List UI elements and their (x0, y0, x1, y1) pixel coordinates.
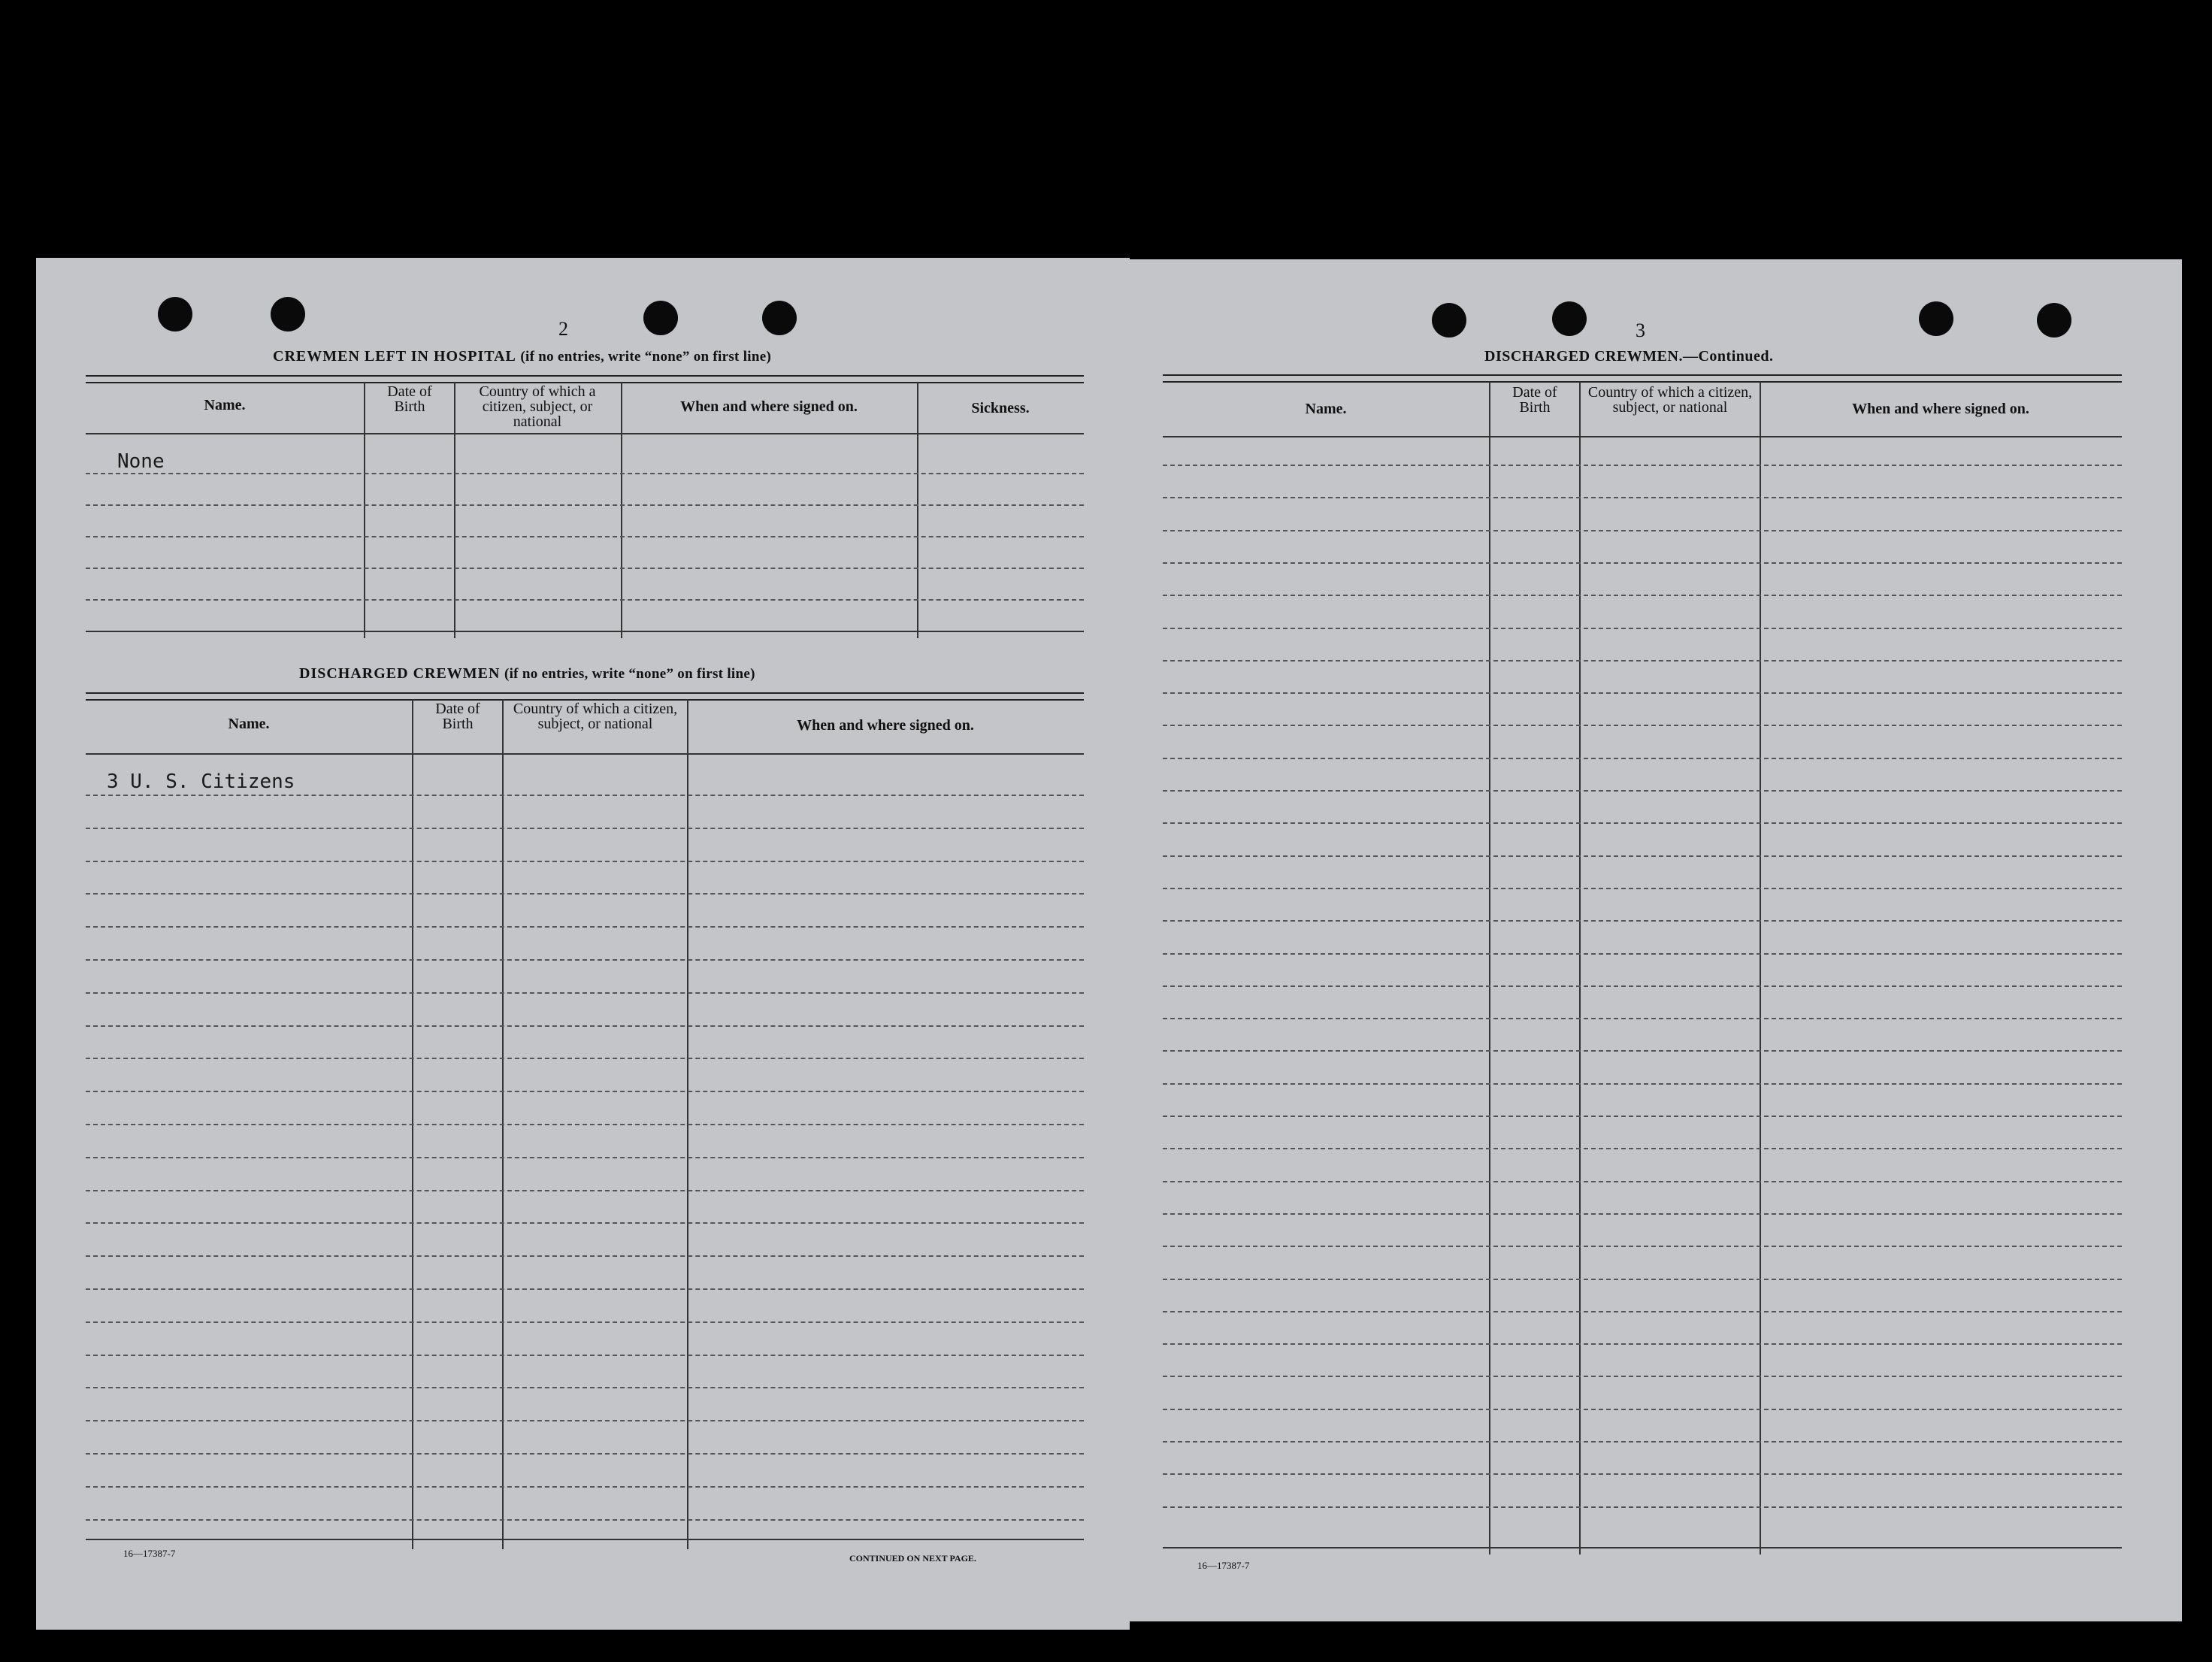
entry-line (86, 861, 1084, 862)
entry-line (86, 1058, 1084, 1059)
entry-line (1163, 1083, 2122, 1085)
column-header-date-of-birth: Date of Birth (387, 383, 432, 415)
entry-line (1163, 562, 2122, 564)
entry-line (86, 1387, 1084, 1388)
form-code: 16—17387-7 (123, 1548, 176, 1559)
discharged-table-continued (1163, 374, 2122, 1555)
punch-hole (643, 301, 678, 335)
entry-line (86, 1255, 1084, 1257)
column-header-signed-on: When and where signed on. (797, 717, 974, 734)
entry-line (86, 1124, 1084, 1125)
entry-line (1163, 1246, 2122, 1247)
discharged-title-instruction: (if no entries, write “none” on first line) (504, 666, 755, 682)
entry-line (1163, 822, 2122, 824)
entry-line (1163, 660, 2122, 661)
entry-line (1163, 1148, 2122, 1149)
entry-line (1163, 888, 2122, 889)
entry-line (86, 992, 1084, 994)
entry-line (86, 1091, 1084, 1092)
entry-line (1163, 1050, 2122, 1052)
entry-line (1163, 758, 2122, 759)
column-header-name: Name. (228, 716, 270, 732)
entry-line (86, 1355, 1084, 1356)
entry-line (1163, 1279, 2122, 1280)
entry-line (86, 828, 1084, 829)
entry-line (1163, 530, 2122, 531)
hospital-title-text: CREWMEN LEFT IN HOSPITAL (273, 348, 516, 365)
entry-line (1163, 1441, 2122, 1443)
punch-hole (2037, 303, 2071, 338)
entry-line (1163, 1343, 2122, 1345)
entry-line (1163, 1506, 2122, 1508)
entry-line (86, 1025, 1084, 1027)
entry-line (1163, 1213, 2122, 1215)
entry-line (86, 473, 1084, 474)
entry-line (86, 599, 1084, 601)
handwritten-entry: 3 U. S. Citizens (107, 770, 295, 793)
entry-line (1163, 595, 2122, 596)
entry-line (86, 504, 1084, 506)
entry-line (1163, 985, 2122, 987)
entry-line (86, 893, 1084, 895)
column-header-name: Name. (1305, 401, 1347, 417)
hospital-table (86, 375, 1084, 638)
column-header-country: Country of which a citizen, subject, or national (513, 701, 678, 732)
punch-hole (271, 297, 305, 331)
entry-line (86, 1420, 1084, 1421)
entry-line (1163, 855, 2122, 857)
entry-line (86, 926, 1084, 928)
entry-line (1163, 953, 2122, 955)
punch-hole (762, 301, 797, 335)
entry-line (86, 1453, 1084, 1455)
entry-line (86, 1288, 1084, 1290)
column-header-date-of-birth: Date of Birth (1512, 384, 1557, 416)
entry-line (1163, 465, 2122, 466)
page-number: 3 (1636, 319, 1645, 341)
hospital-section-title (273, 348, 771, 365)
entry-line (1163, 1116, 2122, 1117)
form-code: 16—17387-7 (1197, 1560, 1250, 1571)
entry-line (86, 1321, 1084, 1323)
page-number: 2 (558, 318, 568, 340)
entry-line (86, 1486, 1084, 1488)
column-header-date-of-birth: Date of Birth (435, 701, 480, 732)
continued-note: CONTINUED ON NEXT PAGE. (849, 1553, 976, 1564)
entry-line (86, 1157, 1084, 1158)
entry-line (1163, 920, 2122, 922)
form-page-left (36, 258, 1130, 1630)
entry-line (86, 1190, 1084, 1191)
column-header-sickness: Sickness. (971, 400, 1030, 416)
entry-line (86, 1222, 1084, 1224)
column-header-name: Name. (204, 397, 246, 413)
entry-line (1163, 1181, 2122, 1182)
discharged-continued-title: DISCHARGED CREWMEN.—Continued. (1484, 348, 1774, 365)
form-page-right (1130, 259, 2182, 1621)
column-header-signed-on: When and where signed on. (680, 398, 858, 415)
entry-line (1163, 692, 2122, 694)
column-header-signed-on: When and where signed on. (1852, 401, 2029, 417)
entry-line (1163, 1409, 2122, 1410)
column-header-country: Country of which a citizen, subject, or national (479, 383, 596, 430)
entry-line (86, 795, 1084, 796)
entry-line (1163, 790, 2122, 792)
entry-line (1163, 1018, 2122, 1019)
entry-line (1163, 1376, 2122, 1377)
punch-hole (1552, 301, 1587, 336)
entry-line (86, 536, 1084, 537)
hospital-title-instruction: (if no entries, write “none” on first line) (520, 349, 772, 365)
entry-line (1163, 497, 2122, 498)
entry-line (1163, 628, 2122, 629)
entry-line (86, 1519, 1084, 1521)
discharged-table (86, 692, 1084, 1549)
column-header-country: Country of which a citizen, subject, or national (1587, 384, 1753, 416)
handwritten-entry: None (117, 450, 165, 473)
punch-hole (1919, 301, 1953, 336)
discharged-title-text: DISCHARGED CREWMEN (299, 665, 501, 682)
punch-hole (158, 297, 192, 331)
entry-line (1163, 1473, 2122, 1475)
discharged-section-title (299, 665, 755, 683)
entry-line (86, 568, 1084, 569)
entry-line (1163, 1311, 2122, 1312)
entry-line (86, 959, 1084, 961)
punch-hole (1432, 303, 1466, 338)
entry-line (1163, 725, 2122, 726)
